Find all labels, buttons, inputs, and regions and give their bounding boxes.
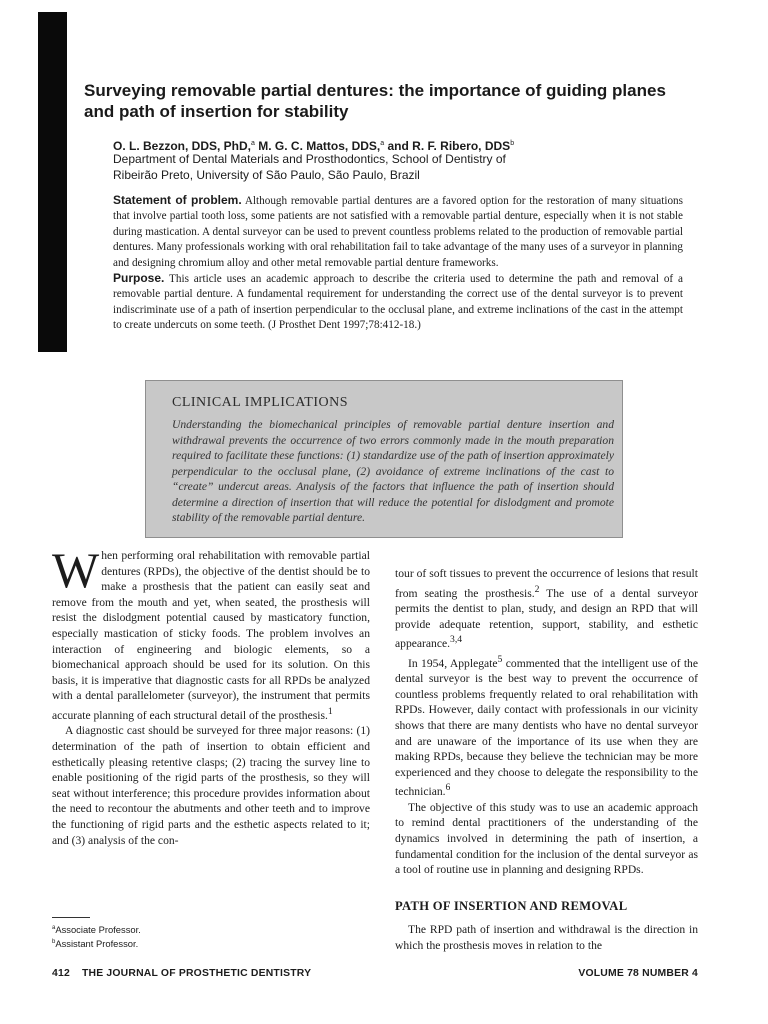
- abstract: [113, 193, 683, 334]
- reference-mark: 5: [497, 653, 503, 665]
- article-title: Surveying removable partial dentures: the importance of guiding planes and path of insertion for stability: [84, 81, 666, 121]
- body-paragraph-3: tour of soft tissues to prevent the occurrence of lesions that result from seating the prosthesis.$^2$ The use of a dental surveyor permits the dentist to plan, study, and design an RPD that will provide adequate retention, support, stability, and esthetic appearance.$^{3,4}$: [395, 567, 698, 651]
- clinical-implications-box: [145, 380, 623, 538]
- clinical-implications-text: Understanding the biomechanical principles of removable partial denture insertion and withdrawal prevents the occurrence of two errors commonly made in the mouth preparation required to facilitate these functions: (1) standardize use of the path of insertion approximately perpendicular to the occlusal plane, (2) avoidance of extreme inclinations of the cast to “create” undercut areas. Analysis of the factors that influence the path of insertion should determine a direction of insertion that will reduce the potential for dislodgment and promote stability of the removable partial denture.: [172, 418, 614, 524]
- purpose-heading: Purpose.: [113, 271, 165, 286]
- page-number: 412: [52, 968, 70, 979]
- clinical-implications-title: CLINICAL IMPLICATIONS: [172, 395, 349, 410]
- footnote-rule: [52, 917, 90, 918]
- body-column-right: [395, 566, 698, 878]
- affiliation: [113, 151, 673, 183]
- author-3: and R. F. Ribero, DDS: [384, 139, 511, 153]
- affiliation-line-2: Ribeirão Preto, University of São Paulo, São Paulo, Brazil: [113, 168, 420, 182]
- body-column-left: [52, 542, 370, 848]
- body-paragraph-1: [52, 542, 370, 723]
- purpose-text: This article uses an academic approach to describe the criteria used to determine the path and removal of a removable partial denture. A fundamental requirement for understanding the correct use of the dental surveyor is to prevent indiscriminate use of a path of insertion perpendicular to the occlusal plane, and extreme inclinations of the cast in the attempt to create undercuts on some teeth. (J Prosthet Dent 1997;78:412-18.): [113, 273, 683, 332]
- affiliation-line-1: Department of Dental Materials and Prosthodontics, School of Dentistry of: [113, 152, 506, 166]
- margin-black-bar: [38, 12, 67, 352]
- author-1-affil-mark: a: [251, 140, 255, 147]
- body-paragraph-5: The objective of this study was to use an academic approach to remind dental practitioners of the understanding of the dynamics involved in determining the path of insertion, a fundamental condition for the inclusion of the dental surveyor as a tool of routine use in planning and designing RPDs.: [395, 800, 698, 877]
- body-paragraph-4: In 1954, Applegate$^5$ commented that the intelligent use of the dental surveyor is the best way to prevent the occurrence of countless problems frequently related to oral rehabilitation with RPDs. However, daily contact with professionals in our vicinity shows that there are many dentists who have no dental surveyor and are unaware of the importance of its use when they are making RPDs, because they believe the technician may be more experienced and they choose to delegate the responsibility to the technician.$^6$: [395, 653, 698, 799]
- footnotes: [52, 922, 352, 950]
- author-2: M. G. C. Mattos, DDS,: [254, 139, 381, 153]
- author-3-affil-mark: b: [510, 140, 515, 147]
- footnote-b: $^b$Assistant Professor.: [52, 938, 139, 949]
- footnote-a: $^a$Associate Professor.: [52, 924, 141, 935]
- body-paragraph-2: A diagnostic cast should be surveyed for three major reasons: (1) determination of the path of insertion to obtain efficient and esthetically pleasing retentive clasps; (2) tracing the survey line to enable positioning of the rigid parts of the prosthesis, so they will seat without interference; this procedure provides information about the need to recontour the abutments and other teeth and to improve the functioning of rigid parts and the esthetic aspects related to it; and (3) analysis of the con-: [52, 724, 370, 847]
- body-paragraph-6: The RPD path of insertion and withdrawal is the direction in which the prosthesis moves in relation to the: [395, 923, 698, 952]
- drop-cap: W: [52, 542, 100, 598]
- problem-text: Although removable partial dentures are a favored option for the restoration of many situations that involve partial tooth loss, some patients are not satisfied with a removable partial denture, especially when it is not stable during mastication. A dental surveyor can be used to prevent countless problems related to the production of removable partial dentures. Many professionals working with oral rehabilitation fail to take advantage of the many uses of a surveyor in planning and designing chromium alloy and other metal removable partial denture frameworks.: [113, 195, 684, 269]
- abstract-purpose: [113, 271, 683, 334]
- body-paragraph-1-text: hen performing oral rehabilitation with removable partial dentures (RPDs), the objective of the dentist should be to make a prosthesis that the patient can easily seat and remove from the mouth and yet, when seated, the prosthesis will resist the dislodgment potential caused by masticatory function, especially mastication of sticky foods. The problem involves an interaction of engineering and biologic elements, so a biomechanical approach should be used for its solution. On this basis, it is imperative that diagnostic casts for all RPDs be analyzed with a dental parallelometer (surveyor), the instrument that permits accurate planning of each structural detail of the prosthesis.: [52, 549, 370, 722]
- author-1: O. L. Bezzon, DDS, PhD,: [113, 139, 252, 153]
- reference-mark: 6: [445, 782, 451, 794]
- reference-mark: 2: [534, 583, 540, 595]
- author-2-affil-mark: a: [380, 140, 385, 147]
- reference-mark: 1: [327, 705, 333, 717]
- volume-issue: VOLUME 78 NUMBER 4: [578, 968, 698, 979]
- journal-name: THE JOURNAL OF PROSTHETIC DENTISTRY: [81, 968, 312, 979]
- problem-heading: Statement of problem.: [113, 193, 242, 207]
- page-footer-left: [52, 968, 311, 979]
- reference-mark: 3,4: [450, 634, 463, 646]
- abstract-problem: [113, 193, 683, 271]
- body-column-right-continued: [395, 922, 698, 953]
- section-heading: PATH OF INSERTION AND REMOVAL: [395, 899, 628, 913]
